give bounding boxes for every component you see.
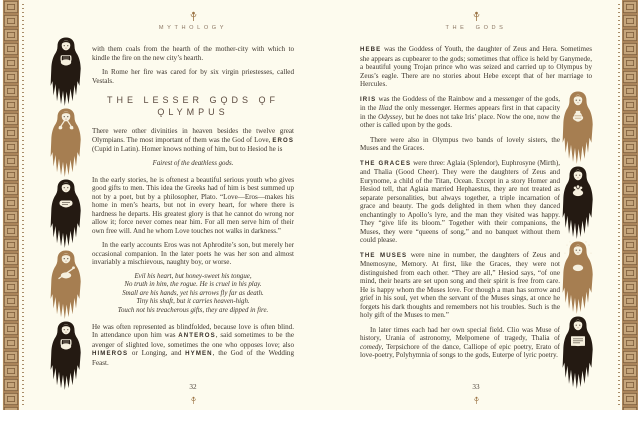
- greek-key-border-left: [3, 0, 19, 410]
- page-number-right: 33: [472, 383, 480, 391]
- text-run: (Cupid in Latin). Homer knows nothing of him, but to Hesiod he is: [92, 145, 283, 153]
- paragraph: [92, 176, 294, 236]
- text-run: with them coals from the hearth of the mother-city with which to kindle the fire on the new city’s hearth.: [92, 45, 294, 62]
- lead-word: HYMEN: [185, 350, 213, 358]
- text-run: was the Goddess of the Rainbow and a messenger of the gods, in the: [360, 94, 560, 112]
- paragraph: [92, 323, 294, 368]
- left-page: [92, 0, 294, 412]
- right-page: [360, 0, 592, 412]
- text-run: were three: Aglaia (Splendor), Euphrosyne (Mirth), and Thalia (Good Cheer). They were the daughters of Zeus and Eurynome, a child of the Titan, Ocean. Except in a story Homer and Hesiod tell, that Aglaia married Hephaestus, they are not treated as separate personalities, but always together, a triple incarnation of grace and beauty. The gods delighted in them when they danced enchantingly to Apollo’s lyre, and the man they visited was happy. They “give life its bloom.” Together with their companions, the Muses, they were “queens of song,” and no banquet without them could please.: [360, 158, 560, 244]
- text-run: , said sometimes to be the avenger of slighted love, sometimes the one who opposes love; also: [92, 331, 294, 349]
- right-page-text: [360, 45, 592, 360]
- text-run: were nine in number, the daughters of Zeus and Mnemosyne, Memory. At first, like the Graces, they were not distinguished from each other. “They are all,” Hesiod says, “of one mind, their hearts are set upon song and their spirit is free from care. He is happy whom the Muses love. For though a man has sorrow and grief in his soul, yet when the servant of the Muses sings, at once he forgets his dark thoughts and remembers not his troubles. Such is the holy gift of the Muses to men.”: [360, 250, 560, 319]
- folio-ornament-right: [360, 392, 592, 410]
- muse-with-double-flute: [46, 107, 86, 178]
- paragraph: [360, 95, 560, 130]
- folio-ornament-left: [92, 392, 294, 410]
- paragraph: [360, 251, 560, 320]
- section-heading: THE LESSER GǪDS ǪF ǪLYMPUS: [106, 95, 280, 117]
- muse-figures-left: [46, 36, 86, 391]
- lead-word: HIMEROS: [92, 350, 129, 358]
- paragraph: [92, 45, 294, 62]
- page-number-left: 32: [189, 383, 197, 391]
- lead-word: ANTEROS: [178, 332, 216, 340]
- text-run: In the early stories, he is oftenest a beautiful serious youth who gives good gifts to men. This idea the Greeks had of him is best summed up not by a poet, but by a philosopher, Plato. “Love—Eros—makes his home in men’s hearts, but not in every heart, for where there is hardness he departs. His greatest glory is that he cannot do wrong nor allow it; force never comes near him. For all men serve him of their own free will. And he whom Love touches not walks in darkness.”: [92, 175, 294, 235]
- paragraph: [360, 159, 560, 245]
- lead-word: THE MUSES: [360, 251, 408, 259]
- greek-key-border-right: [622, 0, 638, 410]
- sprig-ornament-icon: [190, 396, 197, 405]
- text-run: He was often represented as blindfolded, because love is often blind. In attendance upon him was: [92, 322, 294, 340]
- running-head-right: THE GODS: [445, 25, 507, 31]
- muse-with-wand: [46, 249, 86, 320]
- muse-with-kithara: [46, 320, 86, 391]
- left-page-text: [92, 45, 294, 367]
- paragraph: [360, 136, 560, 153]
- text-run: There were other divinities in heaven besides the twelve great Olympians. The most important of them was the God of Love,: [92, 127, 294, 144]
- paragraph: [92, 241, 294, 267]
- text-run: There were also in Olympus two bands of lovely sisters, the Muses and the Graces.: [360, 135, 560, 152]
- text-run: In Rome her fire was cared for by six virgin priestesses, called Vestals.: [92, 68, 294, 85]
- italic-word: Iliad: [378, 104, 393, 112]
- muse-with-lyre: [46, 36, 86, 107]
- lead-word: HEBE: [360, 46, 382, 53]
- verse-quote: Fairest of the deathless gods.: [152, 159, 234, 167]
- running-head-left: MYTHOLOGY: [158, 25, 228, 31]
- muse-with-scroll: [46, 178, 86, 249]
- paragraph: [92, 127, 294, 154]
- lead-word: THE GRACES: [360, 159, 412, 167]
- text-run: In later times each had her own special field. Clio was Muse of history, Urania of astronomy, Melpomene of tragedy, Thalia of: [360, 325, 560, 342]
- text-run: , the God of the Wedding Feast.: [92, 349, 295, 367]
- paragraph: [360, 326, 560, 360]
- sprig-ornament-icon: [189, 11, 198, 22]
- italic-word: comedy: [360, 342, 382, 351]
- text-run: or Longing, and: [128, 349, 186, 358]
- verse-quote: Evil his heart, but honey-sweet his tongue, No truth in him, the rogue. He is cruel in his play. Small are his hands, yet his arrows fly far as death. Tiny his shaft, but it carries heaven-high. Touch not his treacherous gifts, they are dipped in fire.: [117, 272, 269, 314]
- sprig-ornament-icon: [473, 396, 480, 405]
- lead-word: EROS: [272, 136, 294, 144]
- book-spread: [2, 0, 638, 410]
- text-run: In the early accounts Eros was not Aphrodite’s son, but merely her occasional companion. In the later poets he was her son and almost invariably a mischievous, naughty boy, or worse.: [92, 241, 294, 267]
- italic-word: Odyssey: [378, 112, 402, 121]
- text-run: , but he does not take Iris’ place. Now the one, now the other is called upon by the gods.: [360, 112, 560, 129]
- stitch-line-right: [618, 4, 620, 406]
- sprig-ornament-icon: [472, 11, 481, 22]
- text-run: the only messenger. Hermes appears first in that capacity in the: [360, 104, 561, 121]
- text-run: , Terpsichore of the dance, Calliope of epic poetry, Erato of love-poetry, Polyhymnia of songs to the gods, Euterpe of lyric poetry.: [360, 342, 560, 359]
- lead-word: IRIS: [360, 95, 377, 103]
- paragraph: [92, 68, 294, 85]
- paragraph: [360, 45, 592, 89]
- stitch-line-left: [22, 4, 24, 406]
- text-run: was the Goddess of Youth, the daughter of Zeus and Hera. Sometimes she appears as cupbearer to the gods; sometimes that office is held by Ganymede, a beautiful young Trojan prince who was seized and carried up to Olympus by Zeus’s eagle. There are no stories about Hebe except that of her marriage to Hercules.: [360, 45, 592, 88]
